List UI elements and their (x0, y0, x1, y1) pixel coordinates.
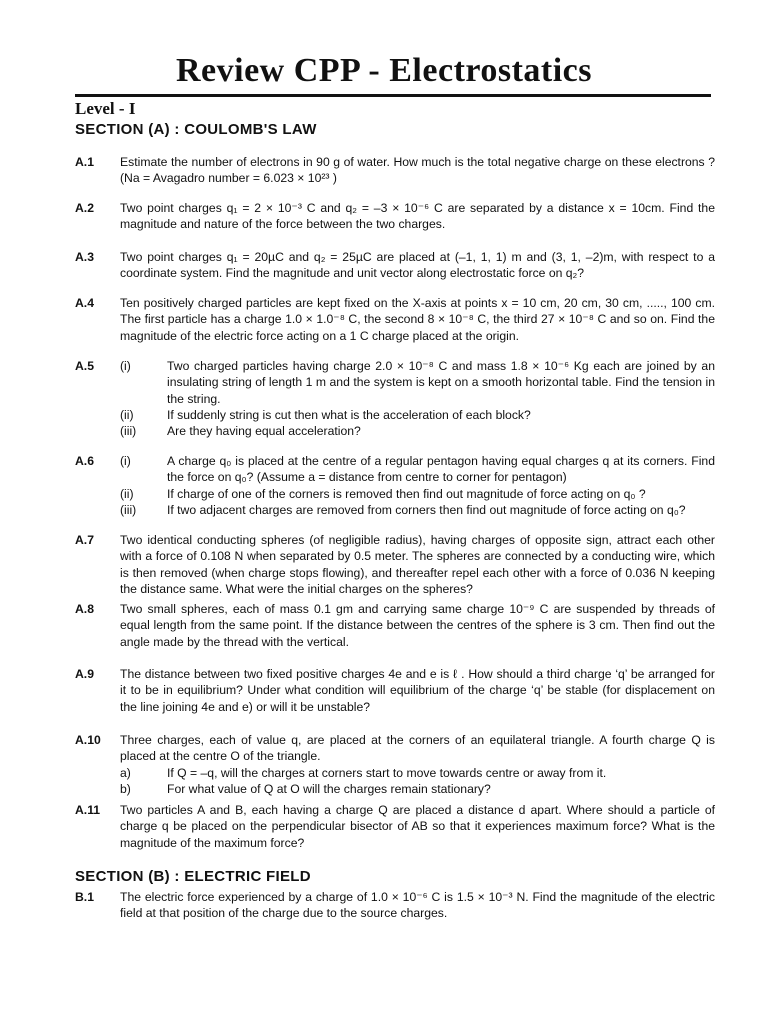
question-a3 (75, 249, 715, 282)
question-number: A.3 (75, 250, 94, 264)
question-text: Two identical conducting spheres (of negligible radius), having charges of opposite sign, attract each other with a force of 0.108 N when separated by 0.5 meter. The spheres are connected by a conducting wire, which is then removed (when charge stops flowing), and thereafter repel each other with a force of 0.036 N keeping the distance same. What were the initial charges on the spheres? (120, 533, 715, 596)
section-heading-electric-field: SECTION (B) : ELECTRIC FIELD (75, 868, 311, 885)
part-text: If two adjacent charges are removed from corners then find out magnitude of force acting on q₀? (167, 502, 686, 517)
question-number: A.7 (75, 533, 94, 547)
question-part (120, 407, 715, 423)
question-part (120, 486, 715, 502)
question-a6 (75, 453, 715, 518)
question-part (120, 502, 715, 518)
part-marker: b) (120, 781, 131, 796)
question-text: Estimate the number of electrons in 90 g of water. How much is the total negative charge on these electrons ? (Na = Avagadro number = 6.023 × 10²³ ) (120, 155, 715, 186)
part-marker: (iii) (120, 424, 137, 439)
section-heading-coulombs-law: SECTION (A) : COULOMB'S LAW (75, 121, 317, 138)
level-heading: Level - I (75, 99, 136, 118)
question-number: A.5 (75, 359, 94, 373)
question-a9 (75, 666, 715, 715)
question-number: A.8 (75, 602, 94, 616)
question-number: B.1 (75, 890, 94, 904)
question-text: Two point charges q₁ = 20µC and q₂ = 25µC are placed at (–1, 1, 1) m and (3, 1, –2)m, with respect to a coordinate system. Find the magnitude and unit vector along electrostatic force on q₂? (120, 250, 715, 281)
part-text: For what value of Q at O will the charges remain stationary? (167, 781, 491, 796)
question-part (120, 453, 715, 486)
question-text: Three charges, each of value q, are placed at the corners of an equilateral triangle. A fourth charge Q is placed at the centre O of the triangle. (120, 733, 715, 764)
question-a7 (75, 532, 715, 597)
part-text: If charge of one of the corners is removed then find out magnitude of force acting on q₀ ? (167, 486, 646, 501)
part-text: If Q = –q, will the charges at corners start to move towards centre or away from it. (167, 765, 607, 780)
part-marker: (ii) (120, 407, 134, 422)
question-b1 (75, 889, 715, 922)
question-text: The electric force experienced by a charge of 1.0 × 10⁻⁶ C is 1.5 × 10⁻³ N. Find the magnitude of the electric field at that position of the charge due to the source charges. (120, 890, 715, 921)
question-number: A.11 (75, 803, 101, 817)
part-marker: (i) (120, 359, 131, 373)
question-text: Two point charges q₁ = 2 × 10⁻³ C and q₂ = –3 × 10⁻⁶ C are separated by a distance x = 10cm. Find the magnitude and nature of the force between the two charges. (120, 201, 715, 232)
title-underline (75, 94, 711, 97)
question-a8 (75, 601, 715, 650)
part-marker: (ii) (120, 486, 134, 501)
question-a11 (75, 802, 715, 851)
question-number: A.9 (75, 667, 94, 681)
question-text: Two small spheres, each of mass 0.1 gm and carrying same charge 10⁻⁹ C are suspended by threads of equal length from the same point. If the distance between the centres of the sphere is 3 cm. Then find out the angle made by the thread with the vertical. (120, 602, 715, 649)
part-marker: (iii) (120, 502, 137, 517)
question-part (120, 765, 715, 781)
part-marker: (i) (120, 454, 131, 468)
question-part (120, 423, 715, 439)
question-text: Two particles A and B, each having a charge Q are placed a distance d apart. Where should a particle of charge q be placed on the perpendicular bisector of AB so that it experiences maximum force? What is the magnitude of the maximum force? (120, 803, 715, 850)
question-text: The distance between two fixed positive charges 4e and e is ℓ . How should a third charge ‘q’ be arranged for it to be in equilibrium? Under what condition will equilibrium of the charge ‘q’ be stable (for displacement on the line joining 4e and e) or will it be unstable? (120, 667, 715, 714)
question-number: A.4 (75, 296, 94, 310)
part-marker: a) (120, 765, 131, 780)
question-a4 (75, 295, 715, 344)
page-title: Review CPP - Electrostatics (175, 52, 593, 89)
question-a1 (75, 154, 715, 187)
question-part (120, 358, 715, 407)
question-number: A.1 (75, 155, 94, 169)
question-a5 (75, 358, 715, 439)
question-text: Ten positively charged particles are kept fixed on the X-axis at points x = 10 cm, 20 cm, 30 cm, ....., 100 cm. The first particle has a charge 1.0 × 1.0⁻⁸ C, the second 8 × 10⁻⁸ C, the third 27 × 10⁻⁸ C and so on. Find the magnitude of the electric force acting on a 1 C charge placed at the origin. (120, 296, 715, 343)
question-number: A.6 (75, 454, 94, 468)
question-part (120, 781, 715, 797)
question-number: A.10 (75, 733, 101, 747)
question-a10 (75, 732, 715, 797)
question-number: A.2 (75, 201, 94, 215)
part-text: Are they having equal acceleration? (167, 424, 361, 439)
part-text: A charge q₀ is placed at the centre of a regular pentagon having equal charges q at its corners. Find the force on q₀? (Assume a = distance from centre to corner for pentagon) (167, 454, 715, 485)
part-text: If suddenly string is cut then what is the acceleration of each block? (167, 407, 531, 422)
question-a2 (75, 200, 715, 233)
part-text: Two charged particles having charge 2.0 × 10⁻⁸ C and mass 1.8 × 10⁻⁶ Kg each are joined by an insulating string of length 1 m and the system is kept on a smooth horizontal table. Find the tension in the string. (167, 359, 715, 406)
